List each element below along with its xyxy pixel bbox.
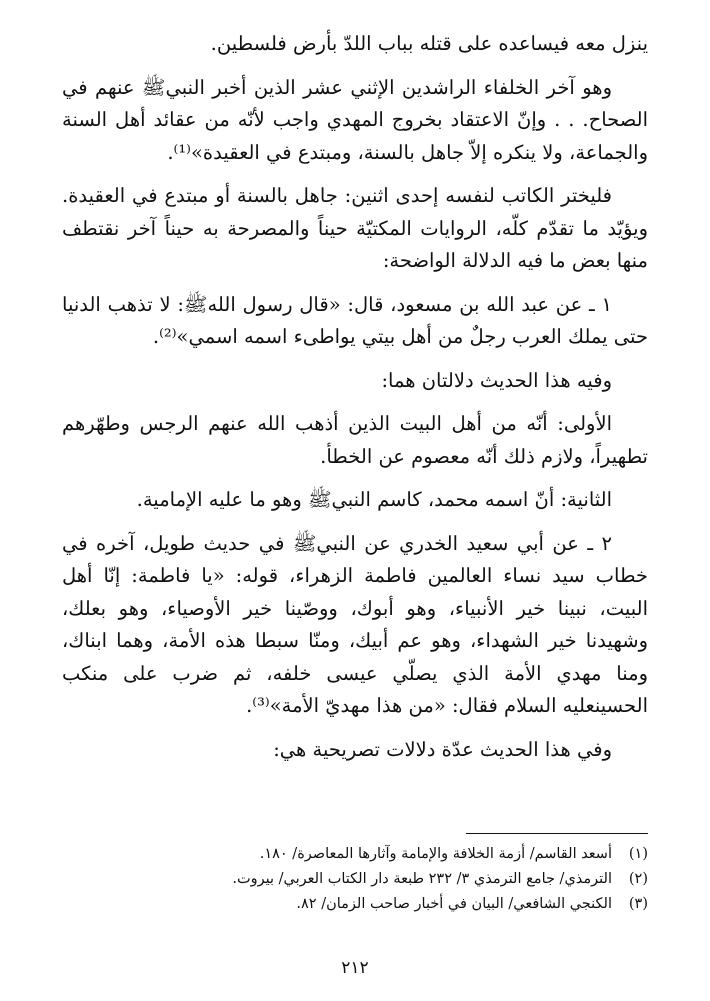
footnote-2 <box>62 867 648 892</box>
paragraph-1: ينزل معه فيساعده على قتله بباب اللدّ بأرض فلسطين. <box>210 32 648 55</box>
paragraph-5: وفيه هذا الحديث دلالتان هما: <box>381 368 612 392</box>
paragraph-4: ١ ـ عن عبد الله بن مسعود، قال: «قال رسول اللهﷺ: لا تذهب الدنيا حتى يملك العرب رجلٌ من أهل بيتي يواطىء اسمه اسمي»⁽²⁾. <box>62 292 648 348</box>
footnote-text: أسعد القاسم/ أزمة الخلافة والإمامة وآثارها المعاصرة/ ١٨٠. <box>259 846 612 862</box>
paragraph-6: الأولى: أنّه من أهل البيت الذين أذهب الله عنهم الرجس وطهّرهم تطهيراً، ولازم ذلك أنّه معصوم عن الخطأ. <box>62 412 648 468</box>
footnote-number: (٣) <box>628 896 648 912</box>
footnotes <box>62 842 648 917</box>
paragraph-8: ٢ ـ عن أبي سعيد الخدري عن النبيﷺ في حديث طويل، آخره في خطاب سيد نساء العالمين فاطمة الزهراء، قوله: «يا فاطمة: إنّا أهل البيت، نبينا خير الأنبياء، وهو أبوك، ووصّينا خير الأوصياء، وهو بعلك، وشهيدنا خير الشهداء، وهو عم أبيك، ومنّا سبطا هذه الأمة، وهما ابناك، ومنا مهدي الأمة الذي يصلّي عيسى خلفه، ثم ضرب على منكب الحسينعليه السلام فقال: «من هذا مهديّ الأمة»⁽³⁾. <box>62 531 648 717</box>
footnote-number: (١) <box>628 846 648 862</box>
page-number: ٢١٢ <box>341 958 369 978</box>
footnote-3 <box>62 892 648 917</box>
footnote-text: الكنجي الشافعي/ البيان في أخبار صاحب الزمان/ ٨٢. <box>296 896 612 912</box>
body-text <box>62 28 648 766</box>
footnote-text: الترمذي/ جامع الترمذي ٣/ ٢٣٢ طبعة دار الكتاب العربي/ بيروت. <box>232 871 612 887</box>
paragraph-3: فليختر الكاتب لنفسه إحدى اثنين: جاهل بالسنة أو مبتدع في العقيدة. ويؤيّد ما تقدّم كلّه، الروايات المكتيّة حيناً والمصرحة به حيناً آخر نقتطف منها بعض ما فيه الدلالة الواضحة: <box>62 184 648 272</box>
footnote-divider <box>466 833 648 834</box>
paragraph-9: وفي هذا الحديث عدّة دلالات تصريحية هي: <box>273 737 612 761</box>
footnote-number: (٢) <box>628 871 648 887</box>
paragraph-2: وهو آخر الخلفاء الراشدين الإثني عشر الذين أخبر النبيﷺ عنهم في الصحاح. . . وإنّ الاعتقاد بخروج المهدي واجب لأنّه من عقائد أهل السنة والجماعة، ولا ينكره إلاّ جاهل بالسنة، ومبتدع في العقيدة»⁽¹⁾. <box>62 75 648 164</box>
paragraph-7: الثانية: أنّ اسمه محمد، كاسم النبيﷺ وهو ما عليه الإمامية. <box>136 488 612 511</box>
footnote-1 <box>62 842 648 867</box>
